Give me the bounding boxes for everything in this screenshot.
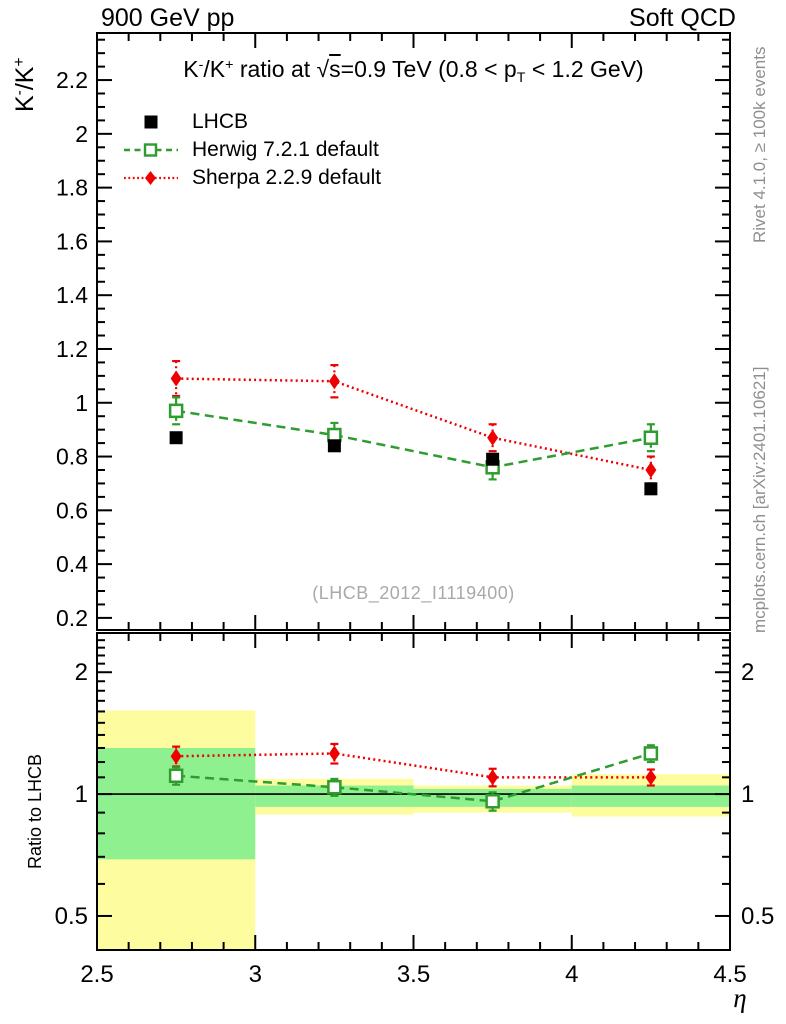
legend-label-herwig: Herwig 7.2.1 default <box>192 138 379 161</box>
ratio-y-axis-title: Ratio to LHCB <box>25 753 45 869</box>
svg-text:4: 4 <box>565 961 579 988</box>
legend-item-sherpa <box>123 164 381 192</box>
svg-text:0.4: 0.4 <box>56 551 88 578</box>
svg-text:1: 1 <box>74 781 88 809</box>
rivet-version-credit: Rivet 4.1.0, ≥ 100k events <box>750 46 769 243</box>
svg-text:0.5: 0.5 <box>741 902 775 930</box>
beam-energy-label: 900 GeV pp <box>101 4 235 32</box>
legend-item-lhcb <box>123 108 381 136</box>
process-group-label: Soft QCD <box>629 4 736 32</box>
main-y-axis-title: K-/K+ <box>11 57 39 112</box>
svg-text:3: 3 <box>248 961 262 988</box>
plot-title: K-/K+ ratio at √s=0.9 TeV ($0.8 < p_T < 1.2$ GeV) <box>183 56 644 86</box>
legend-label-sherpa: Sherpa 2.2.9 default <box>192 166 382 189</box>
svg-text:1: 1 <box>75 389 88 416</box>
svg-text:1.6: 1.6 <box>56 228 88 255</box>
svg-text:0.5: 0.5 <box>54 902 88 930</box>
svg-text:2.2: 2.2 <box>56 67 88 94</box>
svg-text:0.8: 0.8 <box>56 443 88 470</box>
analysis-id-watermark: (LHCB_2012_I1119400) <box>312 583 515 603</box>
svg-text:1.2: 1.2 <box>56 335 88 362</box>
svg-text:2: 2 <box>75 120 88 147</box>
svg-text:4.5: 4.5 <box>713 961 747 988</box>
svg-text:2: 2 <box>741 659 755 687</box>
svg-text:1.8: 1.8 <box>56 174 88 201</box>
x-axis-title: η <box>733 983 747 1013</box>
svg-text:0.6: 0.6 <box>56 497 88 524</box>
sherpa-marker-icon <box>123 170 179 186</box>
legend-label-lhcb: LHCB <box>192 110 249 133</box>
legend <box>123 108 381 192</box>
herwig-marker-icon <box>123 142 179 158</box>
svg-text:1.4: 1.4 <box>56 282 88 309</box>
svg-text:2.5: 2.5 <box>80 961 114 988</box>
lhcb-marker-icon <box>123 114 179 130</box>
mcplots-credit: mcplots.cern.ch [arXiv:2401.10621] <box>750 366 769 633</box>
svg-text:0.2: 0.2 <box>56 604 88 631</box>
svg-text:3.5: 3.5 <box>396 961 431 988</box>
svg-text:2: 2 <box>74 659 88 687</box>
legend-item-herwig <box>123 136 381 164</box>
svg-text:1: 1 <box>741 781 755 809</box>
